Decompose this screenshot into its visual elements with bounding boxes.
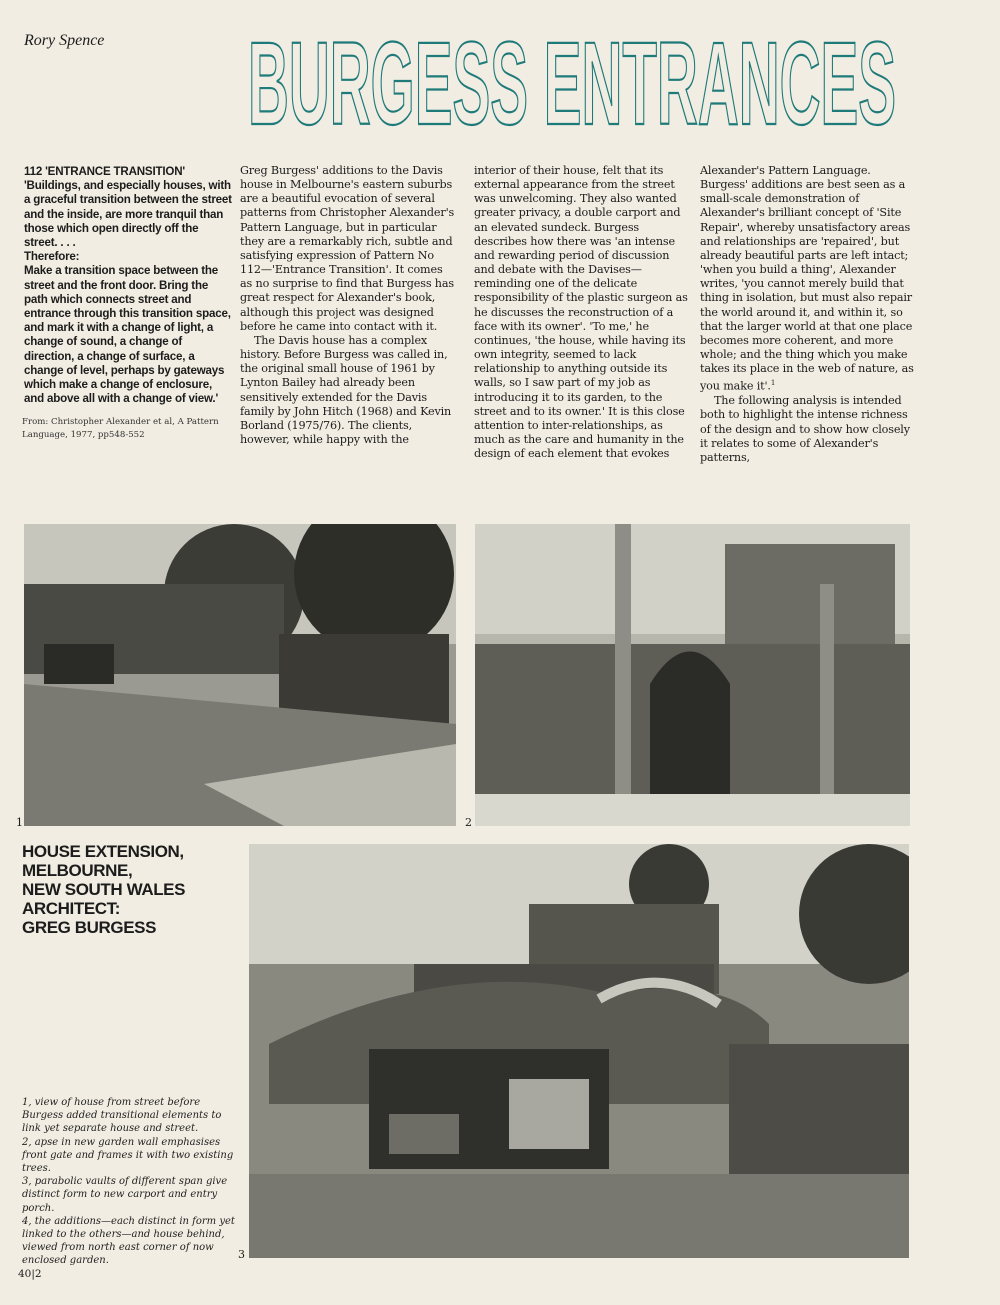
project-heading (22, 842, 237, 937)
svg-text:BURGESS ENTRANCES: BURGESS ENTRANCES (248, 24, 896, 134)
caption: 1, view of house from street before Burgess added transitional elements to link yet separate house and street. (22, 1097, 222, 1135)
pattern-quote (24, 165, 234, 406)
pattern-problem: 'Buildings, and especially houses, with a graceful transition between the street and the inside, are more tranquil than those which open directly off the street. . . . (24, 179, 232, 250)
body-paragraph: Alexander's Pattern Language. Burgess' additions are best seen as a small-scale demonstration of Alexander's brilliant concept of 'Site Repair', whereby unsatisfactory areas and relationships are 'repaired', but already beautiful parts are left intact; 'when you build a thing', Alexander writes, 'you cannot merely build that thing in isolation, but must also repair the world around it, and within it, so that the larger world at that one place becomes more coherent, and more whole; and the thing which you make takes its place in the web of nature, as you make it'.$^1$ (700, 164, 914, 394)
photo-garden-wall-apse (475, 524, 910, 826)
figure-number: 1 (16, 816, 23, 829)
caption: 4, the additions—each distinct in form yet linked to the others—and house behind, viewed from north east corner of now enclosed garden. (22, 1215, 235, 1267)
photo-street-view (24, 524, 456, 826)
figure-number: 3 (238, 1248, 245, 1261)
body-column-2 (474, 164, 692, 461)
caption: 2, apse in new garden wall emphasises front gate and frames it with two existing trees. (22, 1136, 234, 1175)
body-column-1 (240, 164, 458, 447)
pattern-title: 112 'ENTRANCE TRANSITION' (24, 165, 185, 178)
heading-line: NEW SOUTH WALES (22, 880, 186, 899)
author-byline: Rory Spence (24, 32, 105, 49)
footnote-mark: 1 (770, 379, 776, 388)
caption: 3, parabolic vaults of different span give distinct form to new carport and entry porch. (22, 1176, 228, 1214)
body-column-3 (700, 164, 918, 465)
article-title (248, 24, 898, 134)
figure-number: 2 (465, 816, 472, 829)
pattern-source: From: Christopher Alexander et al, A Pattern Language, 1977, pp548-552 (22, 417, 219, 440)
body-paragraph: The Davis house has a complex history. Before Burgess was called in, the original small house of 1961 by Lynton Bailey had already been sensitively extended for the Davis family by John Hitch (1968) and Kevin Borland (1975/76). The clients, however, while happy with the (240, 333, 452, 446)
pattern-therefore: Therefore: (24, 250, 80, 264)
heading-line: HOUSE EXTENSION, (22, 842, 184, 861)
heading-line: MELBOURNE, (22, 861, 133, 880)
pattern-solution: Make a transition space between the street and the front door. Bring the path which connects street and entrance through this transition space, and mark it with a change of light, a change of sound, a change of direction, a change of surface, a change of level, perhaps by gateways which make a change of enclosure, and above all with a change of view.' (24, 264, 231, 406)
body-paragraph: The following analysis is intended both to highlight the intense richness of the design and to show how closely it relates to some of Alexander's patterns, (700, 394, 910, 464)
architect-name: GREG BURGESS (22, 918, 157, 937)
figure-captions (22, 1096, 242, 1268)
page-number: 40|2 (18, 1268, 42, 1280)
body-paragraph: Greg Burgess' additions to the Davis house in Melbourne's eastern suburbs are a beautiful evocation of several patterns from Christopher Alexander's Pattern Language, but in particular they are a remarkably rich, subtle and satisfying expression of Pattern No 112—'Entrance Transition'. It comes as no surprise to find that Burgess has great respect for Alexander's book, although this project was designed before he came into contact with it. (240, 164, 455, 333)
photo-carport-vaults (249, 844, 909, 1258)
body-paragraph: interior of their house, felt that its external appearance from the street was unwelcoming. They also wanted greater privacy, a double carport and an elevated sundeck. Burgess describes how there was 'an intense and rewarding period of discussion and debate with the Davises—reminding one of the delicate responsibility of the plastic surgeon as he discusses the reconstruction of a face with its owner'. 'To me,' he continues, 'the house, while having its own integrity, seemed to lack relationship to anything outside its walls, so I saw part of my job as introducing it to its garden, to the street and to its owner.' It is this close attention to inter-relationships, as much as the care and humanity in the design of each element that evokes (474, 164, 688, 461)
architect-label: ARCHITECT: (22, 899, 120, 918)
